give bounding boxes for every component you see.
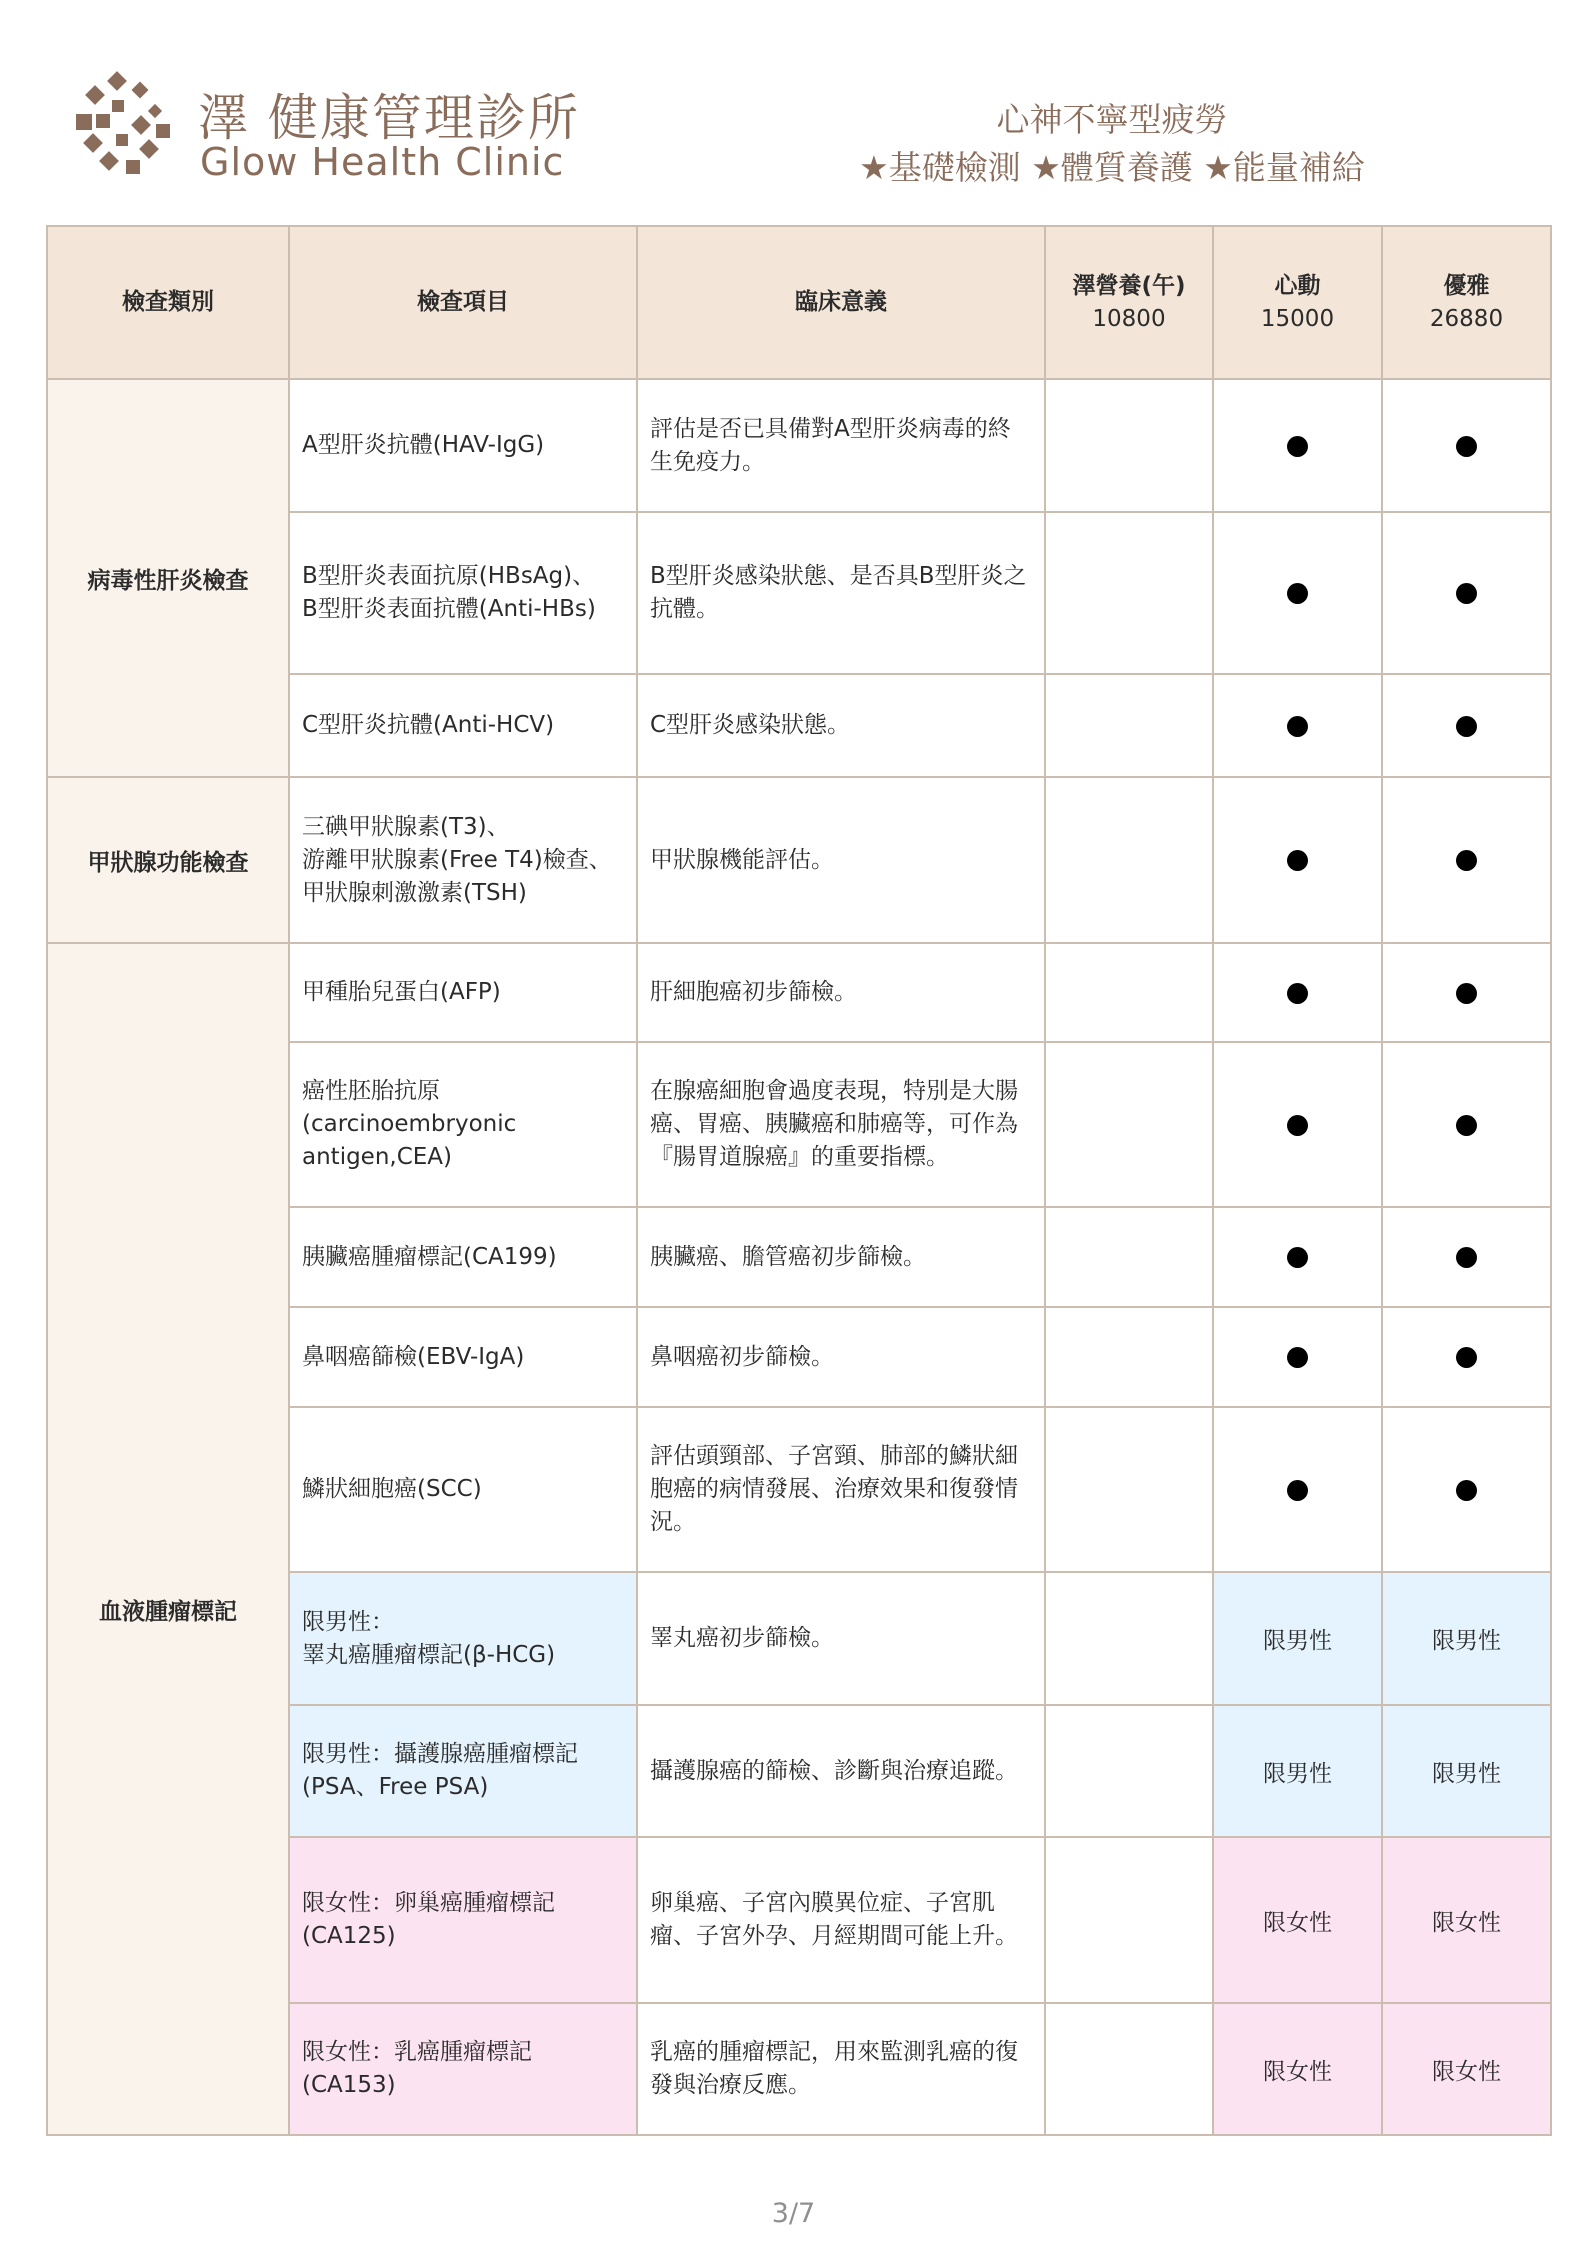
included-cell xyxy=(1213,1207,1382,1307)
included-cell xyxy=(1382,1407,1551,1572)
clinical-meaning-cell: 鼻咽癌初步篩檢。 xyxy=(637,1307,1045,1407)
included-dot-icon xyxy=(1456,583,1477,604)
header-plan-2 xyxy=(1213,226,1382,379)
clinical-meaning-cell: 攝護腺癌的篩檢、診斷與治療追蹤。 xyxy=(637,1705,1045,1837)
restriction-cell: 限女性 xyxy=(1213,2003,1382,2135)
exam-item-cell: C型肝炎抗體(Anti-HCV) xyxy=(289,674,637,777)
plan-3-name: 優雅 xyxy=(1443,272,1490,299)
plan-3-price: 26880 xyxy=(1429,305,1504,332)
category-cell: 血液腫瘤標記 xyxy=(47,943,289,2135)
empty-plan-cell xyxy=(1045,943,1213,1042)
empty-plan-cell xyxy=(1045,512,1213,674)
empty-plan-cell xyxy=(1045,1837,1213,2003)
empty-plan-cell xyxy=(1045,1407,1213,1572)
included-dot-icon xyxy=(1287,583,1308,604)
exam-item-cell: 限男性：攝護腺癌腫瘤標記 (PSA、Free PSA) xyxy=(289,1705,637,1837)
included-cell xyxy=(1213,1407,1382,1572)
plan-2-price: 15000 xyxy=(1260,305,1335,332)
exam-item-cell: 限男性： 睪丸癌腫瘤標記(β-HCG) xyxy=(289,1572,637,1705)
included-dot-icon xyxy=(1456,716,1477,737)
clinical-meaning-cell: 睪丸癌初步篩檢。 xyxy=(637,1572,1045,1705)
restriction-cell: 限女性 xyxy=(1213,1837,1382,2003)
exam-item-cell: 胰臟癌腫瘤標記(CA199) xyxy=(289,1207,637,1307)
included-dot-icon xyxy=(1456,983,1477,1004)
included-dot-icon xyxy=(1456,1480,1477,1501)
clinical-meaning-cell: 卵巢癌、子宮內膜異位症、子宮肌瘤、子宮外孕、月經期間可能上升。 xyxy=(637,1837,1045,2003)
included-dot-icon xyxy=(1287,1480,1308,1501)
included-cell xyxy=(1382,777,1551,943)
included-cell xyxy=(1213,512,1382,674)
included-cell xyxy=(1213,1042,1382,1207)
empty-plan-cell xyxy=(1045,379,1213,512)
header-category: 檢查類別 xyxy=(47,226,289,379)
included-cell xyxy=(1382,943,1551,1042)
plan-2-name: 心動 xyxy=(1274,272,1321,299)
page-header xyxy=(0,0,1587,220)
package-title-block xyxy=(832,96,1392,192)
clinical-meaning-cell: 評估是否已具備對A型肝炎病毒的終生免疫力。 xyxy=(637,379,1045,512)
header-meaning: 臨床意義 xyxy=(637,226,1045,379)
clinical-meaning-cell: 甲狀腺機能評估。 xyxy=(637,777,1045,943)
exam-table xyxy=(46,225,1552,2136)
included-cell xyxy=(1382,1307,1551,1407)
exam-item-cell: 癌性胚胎抗原 (carcinoembryonic antigen,CEA) xyxy=(289,1042,637,1207)
page-number: 3/7 xyxy=(771,2198,816,2229)
included-dot-icon xyxy=(1287,983,1308,1004)
empty-plan-cell xyxy=(1045,674,1213,777)
included-dot-icon xyxy=(1456,1247,1477,1268)
included-dot-icon xyxy=(1287,1115,1308,1136)
exam-item-cell: A型肝炎抗體(HAV-IgG) xyxy=(289,379,637,512)
exam-item-cell: B型肝炎表面抗原(HBsAg)、 B型肝炎表面抗體(Anti-HBs) xyxy=(289,512,637,674)
included-dot-icon xyxy=(1287,1347,1308,1368)
clinical-meaning-cell: 胰臟癌、膽管癌初步篩檢。 xyxy=(637,1207,1045,1307)
plan-1-price: 10800 xyxy=(1092,305,1166,332)
included-cell xyxy=(1213,777,1382,943)
restriction-cell: 限男性 xyxy=(1382,1705,1551,1837)
header-plan-3 xyxy=(1382,226,1551,379)
included-dot-icon xyxy=(1287,436,1308,457)
header-item: 檢查項目 xyxy=(289,226,637,379)
included-dot-icon xyxy=(1287,716,1308,737)
clinical-meaning-cell: 肝細胞癌初步篩檢。 xyxy=(637,943,1045,1042)
exam-item-cell: 限女性：乳癌腫瘤標記 (CA153) xyxy=(289,2003,637,2135)
table-header-row xyxy=(47,226,1551,379)
clinic-name-en: Glow Health Clinic xyxy=(200,140,565,184)
empty-plan-cell xyxy=(1045,1307,1213,1407)
restriction-cell: 限男性 xyxy=(1382,1572,1551,1705)
category-cell: 病毒性肝炎檢查 xyxy=(47,379,289,777)
included-cell xyxy=(1213,674,1382,777)
exam-item-cell: 三碘甲狀腺素(T3)、 游離甲狀腺素(Free T4)檢查、 甲狀腺刺激激素(TSH) xyxy=(289,777,637,943)
included-dot-icon xyxy=(1456,850,1477,871)
table-row xyxy=(47,943,1551,1042)
clinical-meaning-cell: 評估頭頸部、子宮頸、肺部的鱗狀細胞癌的病情發展、治療效果和復發情況。 xyxy=(637,1407,1045,1572)
included-dot-icon xyxy=(1456,1115,1477,1136)
clinic-logo-icon xyxy=(72,70,184,182)
restriction-cell: 限男性 xyxy=(1213,1572,1382,1705)
restriction-cell: 限女性 xyxy=(1382,1837,1551,2003)
header-plan-1 xyxy=(1045,226,1213,379)
table-row xyxy=(47,379,1551,512)
included-cell xyxy=(1382,379,1551,512)
included-dot-icon xyxy=(1287,850,1308,871)
plan-1-name: 澤營養(午) xyxy=(1072,272,1186,299)
table-row xyxy=(47,777,1551,943)
clinic-name-cn: 澤 健康管理診所 xyxy=(198,89,580,147)
package-title: 心神不寧型疲勞 xyxy=(996,100,1228,139)
clinical-meaning-cell: B型肝炎感染狀態、是否具B型肝炎之抗體。 xyxy=(637,512,1045,674)
empty-plan-cell xyxy=(1045,2003,1213,2135)
included-cell xyxy=(1382,512,1551,674)
included-cell xyxy=(1213,379,1382,512)
empty-plan-cell xyxy=(1045,777,1213,943)
exam-item-cell: 鱗狀細胞癌(SCC) xyxy=(289,1407,637,1572)
included-cell xyxy=(1213,943,1382,1042)
empty-plan-cell xyxy=(1045,1705,1213,1837)
category-cell: 甲狀腺功能檢查 xyxy=(47,777,289,943)
included-dot-icon xyxy=(1287,1247,1308,1268)
clinical-meaning-cell: 乳癌的腫瘤標記，用來監測乳癌的復發與治療反應。 xyxy=(637,2003,1045,2135)
exam-item-cell: 限女性：卵巢癌腫瘤標記 (CA125) xyxy=(289,1837,637,2003)
restriction-cell: 限女性 xyxy=(1382,2003,1551,2135)
included-cell xyxy=(1213,1307,1382,1407)
empty-plan-cell xyxy=(1045,1042,1213,1207)
clinical-meaning-cell: C型肝炎感染狀態。 xyxy=(637,674,1045,777)
restriction-cell: 限男性 xyxy=(1213,1705,1382,1837)
clinical-meaning-cell: 在腺癌細胞會過度表現，特別是大腸癌、胃癌、胰臟癌和肺癌等，可作為『腸胃道腺癌』的重要指標。 xyxy=(637,1042,1045,1207)
included-cell xyxy=(1382,674,1551,777)
package-subtitle: ★基礎檢測 ★體質養護 ★能量補給 xyxy=(859,148,1365,187)
exam-item-cell: 鼻咽癌篩檢(EBV-IgA) xyxy=(289,1307,637,1407)
included-dot-icon xyxy=(1456,1347,1477,1368)
included-cell xyxy=(1382,1207,1551,1307)
empty-plan-cell xyxy=(1045,1572,1213,1705)
included-cell xyxy=(1382,1042,1551,1207)
exam-item-cell: 甲種胎兒蛋白(AFP) xyxy=(289,943,637,1042)
included-dot-icon xyxy=(1456,436,1477,457)
empty-plan-cell xyxy=(1045,1207,1213,1307)
